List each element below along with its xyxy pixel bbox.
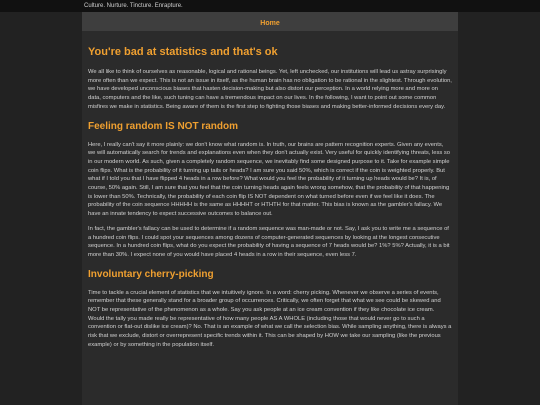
section-heading-feeling-random: Feeling random IS NOT random [88,120,239,132]
nav-bar [82,12,458,31]
top-bar [0,0,540,12]
article [82,31,458,350]
nav-home-link[interactable]: Home [260,20,280,27]
site-tagline: Culture. Nurture. Tincture. Enrapture. [84,3,183,9]
intro-paragraph: We all like to think of ourselves as reasonable, logical and rational beings. Yet, left unchecked, our institutions will lead us astray surprisingly more often than we expect. This is not an issue in itself, as the human brain has no obligation to be rational in the slightest. Through evolution, we have developed unconscious biases that hasten decision-making but also distort our perception. In a world relying more and more on data, computers and the like, such tuning can have a tremendous impact on our lives. In the following, I want to point out some common misfires we make in statistics. Being aware of them is the first step to fighting those biases and making better-informed decisions every day. [88,69,452,110]
paragraph: In fact, the gambler's fallacy can be used to determine if a random sequence was man-made or not. Say, I ask you to write me a sequence of a hundred coin flips. I could spot your sequences among dozens of computer-generated sequences by looking at the longest consecutive sequence. In a hundred coin flips, what do you expect the probability of having a sequence of 7 heads would be? 1%? 5%? Actually, it is a bit more than 30%. I expect none of you would have placed 4 heads in a row in their sequence, even less 7. [88,225,450,258]
article-title: You're bad at statistics and that's ok [88,46,278,58]
paragraph: Time to tackle a crucial element of statistics that we intuitively ignore. In a word: cherry picking. Whenever we observe a series of events, remember that these generally stand for a broader group of occurrences. Critically, we often forget that what we see could be skewed and NOT be representative of the phenomenon as a whole. Say you ask people at an ice cream convention if they like chocolate ice cream. Would the tally you made really be representative of how many people AS A WHOLE (including those that would never go to such a convention or flat-out dislike ice cream)? No. That is an example of what we call the selection bias. While sampling anything, there is always a risk that we exclude, distort or overrepresent specific trends within it. This can be shaped by HOW we take our sampling (like the previous example) or by something in the population itself. [88,289,452,348]
section-heading-cherry-picking: Involuntary cherry-picking [88,268,214,280]
paragraph: Here, I really can't say it more plainly: we don't know what random is. In truth, our brains are pattern recognition experts. Given any events, we will automatically search for trends and explanations even when they don't actually exist. Very useful for quickly identifying threats, less so in our modern world. As such, given a completely random sequence, we inevitably find some designed purpose to it. Take for example simple coin flips. What is the probability of it turning up tails or heads? I am sure you said 50%, which is correct if the coin is weighted properly. But what if I told you that I have flipped 4 heads in a row before? What would you feel the probability of it turning up heads would be? It is, of course, 50% again. Still, I am sure that you feel that the coin turning heads again feels wrong somehow, that the probability of that happening is lower than 50%. Technically, the probability of each coin flip IS NOT dependent on what turned before even if we feel like it does. The probability of the coin sequence HHHHH is the same as HHHHT or HTHTH for that matter. This bias is known as the gambler's fallacy. We have an innate tendency to expect successive outcomes to balance out. [88,141,450,218]
main-content [82,31,458,405]
